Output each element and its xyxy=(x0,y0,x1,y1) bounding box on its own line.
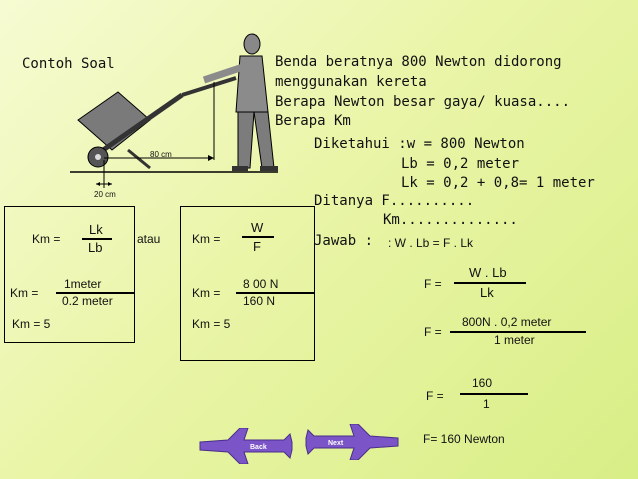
box2-denominator: F xyxy=(253,239,261,254)
box2-denominator-2: 160 N xyxy=(243,294,276,308)
problem-line-1: Benda beratnya 800 Newton didorong xyxy=(275,54,562,70)
f2-denominator: 1 meter xyxy=(494,333,535,347)
box2-fraction-bar xyxy=(242,236,274,238)
back-button[interactable] xyxy=(198,428,294,464)
asked-line-2: Km.............. xyxy=(383,212,518,228)
next-arrow-icon xyxy=(306,424,398,460)
known-line-3: Lk = 0,2 + 0,8= 1 meter xyxy=(401,175,595,191)
box1-numerator-2: 1meter xyxy=(64,277,102,291)
f2-numerator: 800N . 0,2 meter xyxy=(462,315,552,329)
known-line-2: Lb = 0,2 meter xyxy=(401,156,520,172)
dimension-80-label: 80 cm xyxy=(150,150,172,159)
f3-label: F = xyxy=(426,389,444,403)
box1-result: Km = 5 xyxy=(12,317,51,331)
box2-km-label: Km = xyxy=(192,232,221,246)
back-arrow-icon xyxy=(200,428,292,464)
box1-denominator: Lb xyxy=(88,240,103,255)
problem-line-4: Berapa Km xyxy=(275,113,351,129)
box1-km-label: Km = xyxy=(32,232,61,246)
next-button-label: Next xyxy=(328,440,344,447)
person-figure xyxy=(204,34,278,171)
box2-numerator-2: 8 00 N xyxy=(243,277,279,291)
box1-numerator: Lk xyxy=(89,222,103,237)
problem-line-3: Berapa Newton besar gaya/ kuasa.... xyxy=(275,94,571,110)
box2-result: Km = 5 xyxy=(192,317,231,331)
back-button-label: Back xyxy=(250,444,267,451)
known-line-1: Diketahui :w = 800 Newton xyxy=(314,136,525,152)
box1-denominator-2: 0.2 meter xyxy=(62,294,113,308)
dimension-20-label: 20 cm xyxy=(94,190,116,199)
f1-numerator: W . Lb xyxy=(469,265,507,280)
f3-fraction-bar xyxy=(460,393,528,395)
next-button[interactable] xyxy=(304,424,400,460)
f2-label: F = xyxy=(424,325,442,339)
f3-denominator: 1 xyxy=(483,397,490,411)
f1-denominator: Lk xyxy=(480,285,494,300)
f1-label: F = xyxy=(424,277,442,291)
asked-line-1: Ditanya F.......... xyxy=(314,193,475,209)
f1-fraction-bar xyxy=(454,282,526,284)
problem-line-2: menggunakan kereta xyxy=(275,74,427,90)
answer-equation: : W . Lb = F . Lk xyxy=(388,236,474,250)
box2-km-label-2: Km = xyxy=(192,286,221,300)
box2-numerator: W xyxy=(251,220,264,235)
f3-numerator: 160 xyxy=(472,376,493,390)
box1-km-label-2: Km = xyxy=(10,286,39,300)
final-answer: F= 160 Newton xyxy=(423,432,505,446)
atau-label: atau xyxy=(137,232,161,246)
answer-label: Jawab : xyxy=(314,233,374,249)
section-heading: Contoh Soal xyxy=(22,56,115,72)
